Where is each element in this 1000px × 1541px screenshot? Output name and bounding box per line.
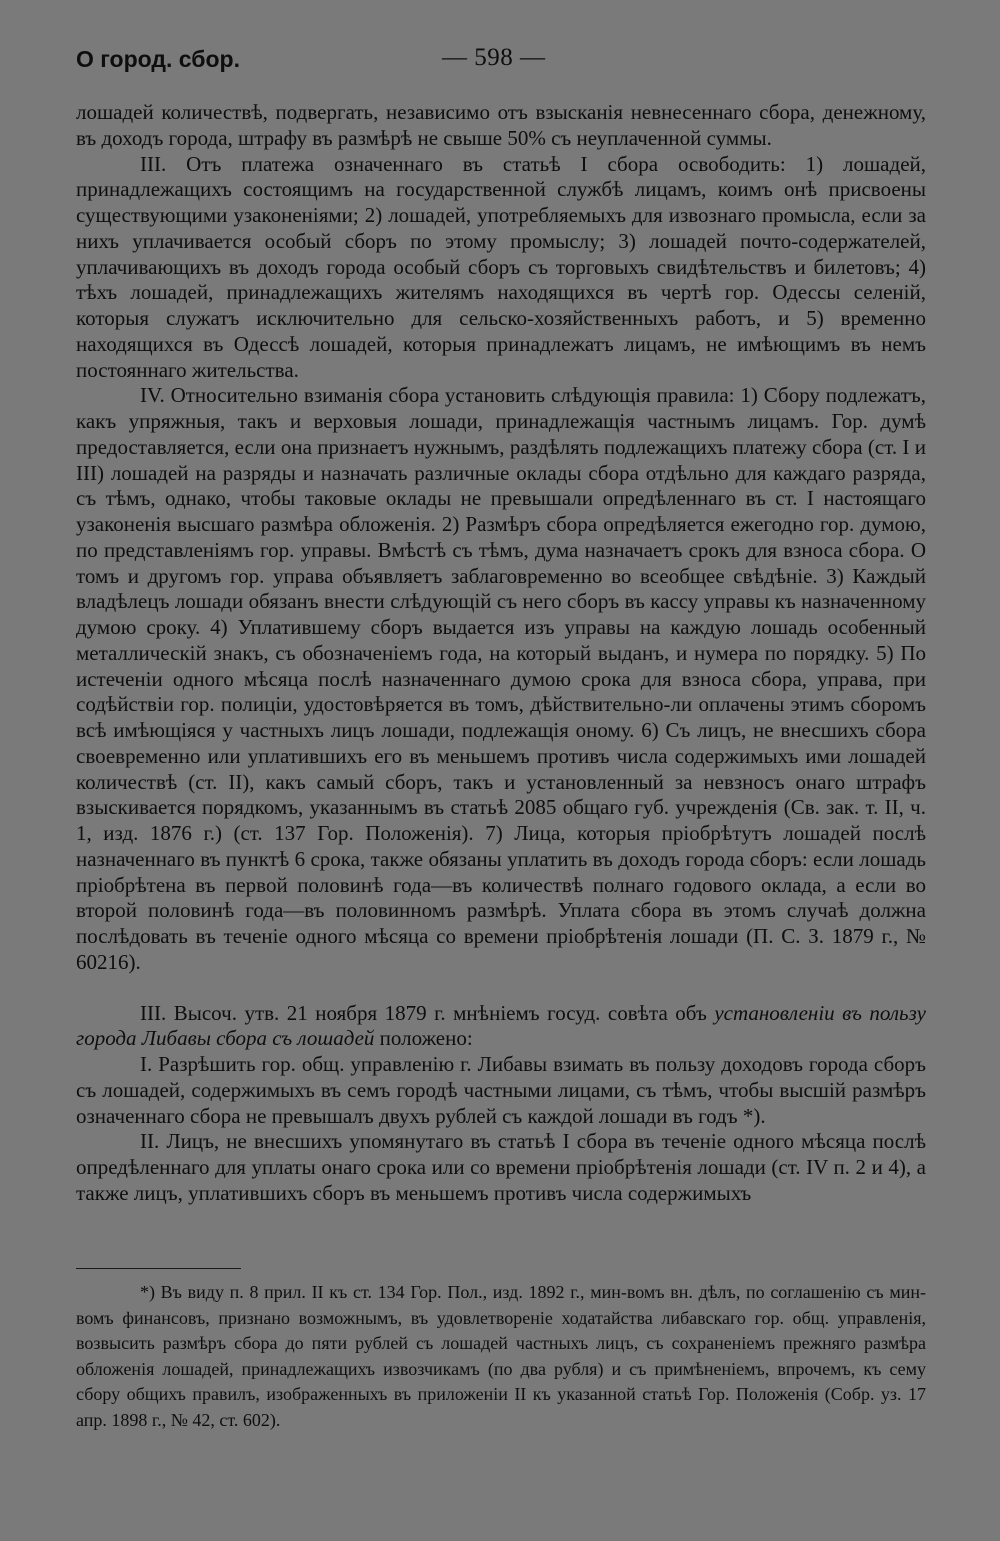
page-number: — 598 —	[442, 44, 546, 71]
footnote-separator	[76, 1268, 241, 1269]
paragraph-article-4: IV. Относительно взиманія сбора установить слѣдующія правила: 1) Сбору подлежатъ, какъ упряжныя, такъ и верховыя лошади, принадлежащія частнымъ лицамъ. Гор. думѣ предоставляется, если она признаетъ нужнымъ, раздѣлять подлежащихъ платежу сбора (ст. I и III) лошадей на разряды и назначать различные оклады сбора отдѣльно для каждаго разряда, съ тѣмъ, однако, чтобы таковые оклады не превышали опредѣленнаго въ ст. I настоящаго узаконенія высшаго размѣра обложенія. 2) Размѣръ сбора опредѣляется ежегодно гор. думою, по представленіямъ гор. управы. Вмѣстѣ съ тѣмъ, дума назначаетъ срокъ для взноса сбора. О томъ и другомъ гор. управа объявляетъ заблаговременно во всеобщее свѣдѣніе. 3) Каждый владѣлецъ лошади обязанъ внести слѣдующій съ него сборъ въ кассу управы къ назначенному думою сроку. 4) Уплатившему сборъ выдается изъ управы на каждую лошадь особенный металлическій знакъ, съ обозначеніемъ года, на который выданъ, и нумера по порядку. 5) По истеченіи одного мѣсяца послѣ назначеннаго думою срока для взноса сбора, управа, при содѣйствіи гор. полиціи, удостовѣряется въ томъ, дѣйствительно-ли оплачены этимъ сборомъ всѣ имѣющіяся у частныхъ лицъ лошади, подлежащія оному. 6) Съ лицъ, не внесшихъ сбора своевременно или уплатившихъ его въ меньшемъ противъ числа содержимыхъ ими лошадей количествѣ (ст. II), какъ самый сборъ, такъ и установленный за невзносъ онаго штрафъ взыскивается порядкомъ, указаннымъ въ статьѣ 2085 общаго губ. учрежденія (Св. зак. т. II, ч. 1, изд. 1876 г.) (ст. 137 Гор. Положенія). 7) Лица, которыя пріобрѣтутъ лошадей послѣ назначеннаго въ пунктѣ 6 срока, также обязаны уплатить въ доходъ города сборъ: если лошадь пріобрѣтена въ первой половинѣ года—въ количествѣ полнаго годового оклада, а если во второй половинѣ года—въ половинномъ размѣрѣ. Уплата сбора въ этомъ случаѣ должна послѣдовать въ теченіе одного мѣсяца со времени пріобрѣтенія лошади (П. С. З. 1879 г., № 60216).	[76, 383, 926, 974]
main-text	[76, 100, 926, 1207]
decree-intro: III. Высоч. утв. 21 ноября 1879 г. мнѣніемъ госуд. совѣта объ	[140, 1000, 715, 1025]
paragraph-libava-article-2: II. Лицъ, не внесшихъ упомянутаго въ статьѣ I сбора въ теченіе одного мѣсяца послѣ опредѣленнаго для уплаты онаго срока или со времени пріобрѣтенія лошади (ст. IV п. 2 и 4), а также лицъ, уплатившихъ сборъ въ меньшемъ противъ числа содержимыхъ	[76, 1129, 926, 1205]
decree-subject: установленіи въ пользу города Либавы сбора съ лошадей	[76, 1000, 926, 1051]
paragraph-article-3: III. Отъ платежа означеннаго въ статьѣ I сбора освободить: 1) лошадей, принадлежащихъ состоящимъ на государственной службѣ лицамъ, коимъ онѣ присвоены существующими узаконеніями; 2) лошадей, употребляемыхъ для извознаго промысла, если за нихъ уплачивается особый сборъ по этому промыслу; 3) лошадей почто-содержателей, уплачивающихъ въ доходъ города особый сборъ съ торговыхъ свидѣтельствъ и билетовъ; 4) тѣхъ лошадей, принадлежащихъ жителямъ находящихся въ чертѣ гор. Одессы селеній, которыя служатъ исключительно для сельско-хозяйственныхъ работъ, и 5) временно находящихся въ Одессѣ лошадей, которыя принадлежатъ лицамъ, не имѣющимъ въ немъ постояннаго жительства.	[76, 151, 926, 382]
paragraph-continuation: лошадей количествѣ, подвергать, независимо отъ взысканія невнесеннаго сбора, денежному, въ доходъ города, штрафу въ размѣрѣ не свыше 50% съ неуплаченной суммы.	[76, 100, 926, 150]
footnote	[76, 1280, 926, 1433]
paragraph-decree-libava	[76, 1001, 926, 1053]
footnote-text: *) Въ виду п. 8 прил. II къ ст. 134 Гор. Пол., изд. 1892 г., мин-вомъ вн. дѣлъ, по соглашенію съ мин-вомъ финансовъ, признано возможнымъ, въ удовлетвореніе ходатайства либавскаго гор. общ. управленія, возвысить размѣръ сбора до пяти рублей съ лошадей частныхъ лицъ, съ сохраненіемъ прежняго размѣра обложенія лошадей, принадлежащихъ извозчикамъ (по два рубля) и съ примѣненіемъ, впрочемъ, къ сему сбору общихъ правилъ, изображенныхъ въ приложеніи II къ указанной статьѣ Гор. Положенія (Собр. уз. 17 апр. 1898 г., № 42, ст. 602).	[76, 1282, 926, 1430]
paragraph-libava-article-1: I. Разрѣшить гор. общ. управленію г. Либавы взимать въ пользу доходовъ города сборъ съ лошадей, содержимыхъ въ семъ городѣ частными лицами, съ тѣмъ, чтобы высшій размѣръ означеннаго сбора не превышалъ двухъ рублей съ каждой лошади въ годъ *).	[76, 1052, 926, 1128]
decree-outro: положено:	[374, 1026, 473, 1051]
page-header	[76, 42, 926, 82]
running-title: О город. сбор.	[76, 46, 240, 72]
